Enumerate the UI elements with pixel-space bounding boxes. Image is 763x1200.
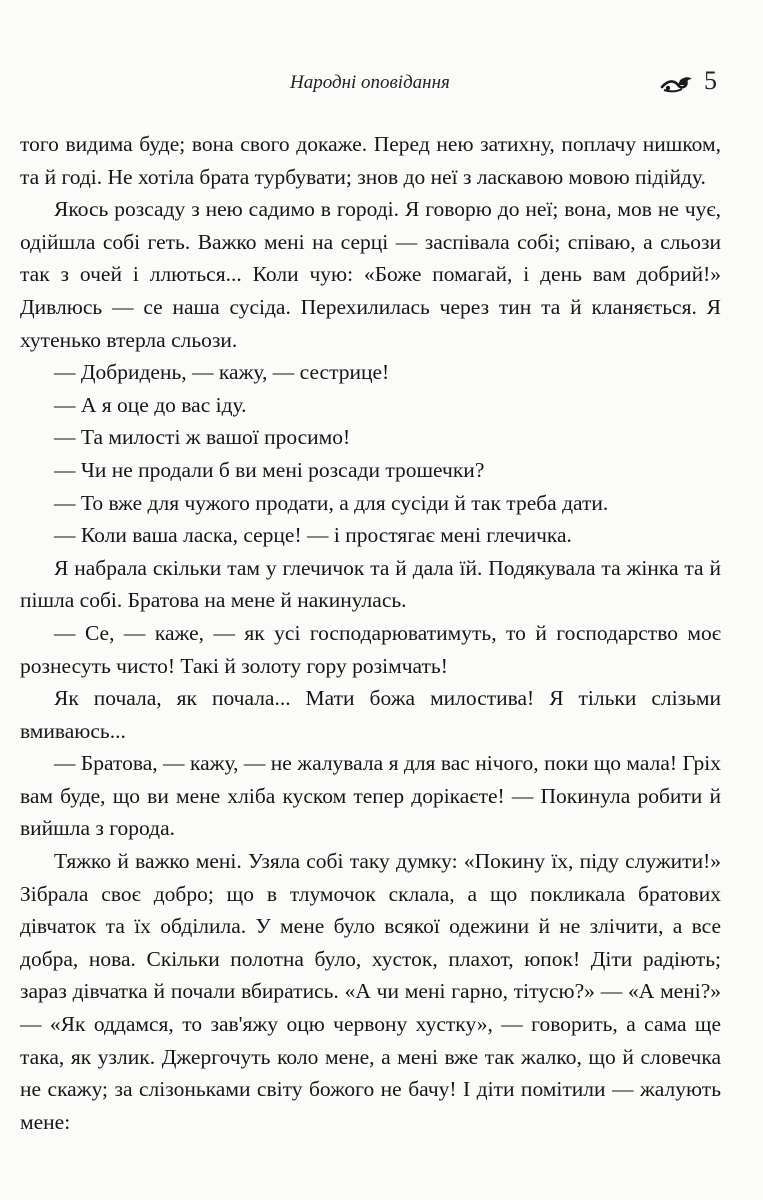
dialogue-line: — Братова, — кажу, — не жалувала я для вас нічого, поки що мала! Гріх вам буде, що ви мене хліба куском тепер дорікаєте! — Покинула робити й вийшла з города. — [20, 751, 721, 841]
dialogue-line: — Се, — каже, — як усі господарюватимуть, то й господарство моє рознесуть чисто! Такі й золоту гору розімчать! — [20, 620, 721, 678]
page-header — [0, 68, 763, 104]
dialogue-line: — Та милості ж вашої просимо! — [54, 425, 351, 450]
dialogue-line: — Чи не продали б ви мені розсади трошечки? — [54, 457, 485, 482]
body-text — [20, 128, 721, 1138]
paragraph: Якось розсаду з нею садимо в городі. Я говорю до неї; вона, мов не чує, одійшла собі геть. Важко мені на серці — заспівала собі; співаю, а сльози так з очей і ллються... Коли чую: «Боже помагай, і день вам добрий!» Дивлюсь — се наша сусіда. Перехилилась через тин та й кланяється. Я хутенько втерла сльози. — [20, 197, 721, 352]
running-title: Народні оповідання — [290, 72, 450, 93]
dialogue-line: — Коли ваша ласка, серце! — і простягає мені глечичка. — [54, 523, 572, 548]
paragraph: того видима буде; вона свого докаже. Перед нею затихну, поплачу нишком, та й годі. Не хотіла брата турбувати; знов до неї з ласкавою мовою підійду. — [20, 132, 721, 189]
paragraph: Як почала, як почала... Мати божа милостива! Я тільки слізьми вмиваюсь... — [20, 686, 721, 743]
fleuron-ornament-icon — [660, 72, 694, 94]
paragraph: Я набрала скільки там у глечичок та й дала їй. Подякувала та жінка та й пішла собі. Братова на мене й накинулась. — [20, 555, 721, 613]
dialogue-line: — То вже для чужого продати, а для сусіди й так треба дати. — [54, 490, 609, 515]
dialogue-line: — Добридень, — кажу, — сестрице! — [54, 360, 390, 385]
paragraph: Тяжко й важко мені. Узяла собі таку думку: «Покину їх, піду служити!» Зібрала своє добро; що в тлумочок склала, а що покликала братових дівчаток та їх обділила. У мене було всякої одежини й не злічити, а все добра, нова. Скільки полотна було, хусток, плахот, юпок! Діти радіють; зараз дівчатка й почали вбиратись. «А чи мені гарно, тітусю?» — «А мені?» — «Як оддамся, то зав'яжу оцю червону хустку», — говорить, а сама ще така, як узлик. Джергочуть коло мене, а мені вже так жалко, що й словечка не скажу; за слізоньками світу божого не бачу! І діти помітили — жалують мене: — [20, 849, 721, 1134]
page-number: 5 — [704, 66, 717, 95]
dialogue-line: — А я оце до вас іду. — [54, 392, 247, 417]
